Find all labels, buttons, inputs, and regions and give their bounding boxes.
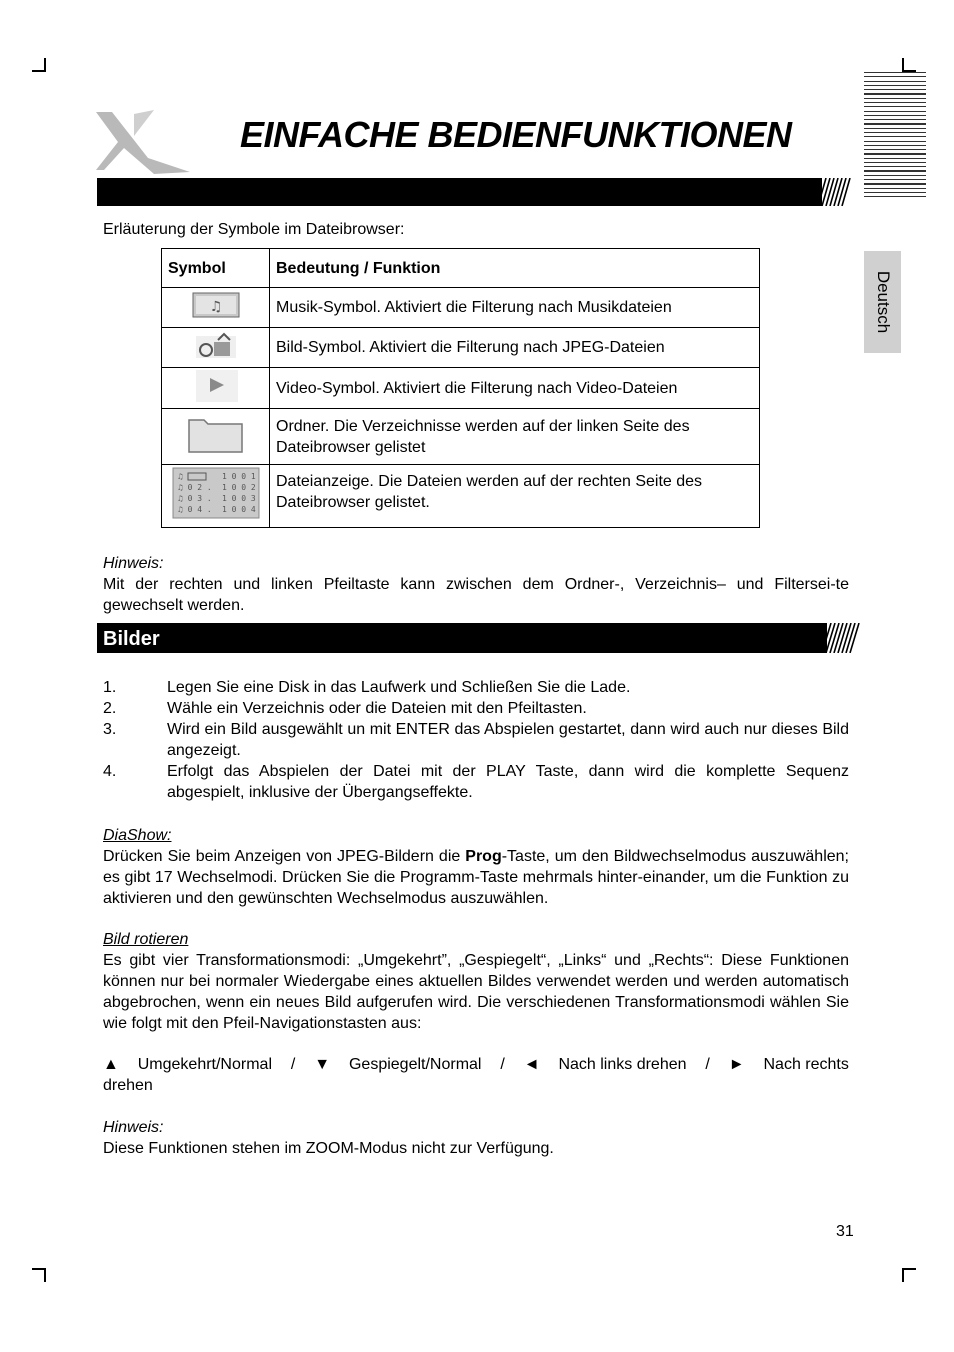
crop-mark-top-right [902,58,916,72]
list-item [103,698,849,719]
diashow-text-b: -Taste, um den Bildwechselmodus auszuwählen; es gibt 17 Wechselmodi. Drücken Sie die Programm-Taste mehrmals hinter-einander, um die Funktion zu aktivieren und den gewünschten Wechselmodus auszuwählen. [103,848,849,907]
language-tab-label: Deutsch [873,270,893,334]
table-row [162,409,760,465]
music-icon [162,288,270,328]
table-row [162,328,760,368]
rotate-arrow-line [103,1054,849,1075]
crop-mark-bottom-right [902,1268,916,1282]
separator: / [705,1056,710,1073]
list-item [103,719,849,761]
list-item [103,677,849,698]
diashow-text [103,846,849,909]
rotate-text: Es gibt vier Transformationsmodi: „Umgekehrt”, „Gespiegelt“, „Links“ und „Rechts“: Diese Funktionen können nur bei normaler Wiedergabe eines aktuellen Bildes verwendet werden und werden automatisch abgebrochen, wenn ein neues Bild aufgerufen wird. Die verschiedenen Transformationsmodi wählen Sie wie folgt mit den Pfeil-Navigationstasten aus: [103,952,849,1032]
rotate-arrow-tail: drehen [103,1077,153,1094]
arrow-down-icon: ▼ [314,1056,331,1073]
table-row [162,368,760,409]
note-text: Mit der rechten und linken Pfeiltaste kann zwischen dem Ordner-, Verzeichnis– und Filtersei-te gewechselt werden. [103,576,849,614]
svg-text:1 0 0 1: 1 0 0 1 [221,472,256,481]
symbol-table [161,248,760,528]
rotate-label: Bild rotieren [103,931,189,948]
svg-text:♫ 0 3 .: ♫ 0 3 . [177,494,212,503]
list-number: 2. [103,700,117,717]
table-row [162,465,760,528]
language-tab [864,251,901,353]
section-band-stripes [822,623,860,653]
note-label: Hinweis: [103,555,164,572]
page-number: 31 [836,1223,854,1240]
list-text: Wird ein Bild ausgewählt un mit ENTER das Abspielen gestartet, dann wird auch nur dieses Bild angezeigt. [167,721,849,759]
svg-text:1 0 0 3: 1 0 0 3 [221,494,256,503]
separator: / [290,1056,296,1073]
separator: / [500,1056,505,1073]
list-item [103,761,849,803]
prog-key-label: Prog [465,848,502,865]
list-number: 1. [103,679,117,696]
page-title: EINFACHE BEDIENFUNKTIONEN [240,114,792,155]
table-cell-text: Ordner. Die Verzeichnisse werden auf der linken Seite des Dateibrowser gelistet [270,409,760,465]
arrow-up-icon: ▲ [103,1056,119,1073]
arrow-label: Gespiegelt/Normal [348,1056,482,1073]
svg-text:♫: ♫ [177,472,183,481]
table-cell-text: Bild-Symbol. Aktiviert die Filterung nach JPEG-Dateien [270,328,760,368]
table-header-meaning: Bedeutung / Funktion [270,249,760,288]
list-text: Erfolgt das Abspielen der Datei mit der PLAY Taste, dann wird die komplette Sequenz abgespielt, inklusive der Übergangseffekte. [167,763,849,801]
list-number: 4. [103,763,117,780]
section-band [97,623,827,653]
arrow-label: Umgekehrt/Normal [137,1056,272,1073]
svg-text:♫ 0 2 .: ♫ 0 2 . [177,483,212,492]
crop-mark-bottom-left [32,1268,46,1282]
list-text: Wähle ein Verzeichnis oder die Dateien mit den Pfeiltasten. [167,700,587,717]
folder-icon [162,409,270,465]
svg-text:♫: ♫ [209,298,222,315]
video-icon [162,368,270,409]
table-cell-text: Musik-Symbol. Aktiviert die Filterung nach Musikdateien [270,288,760,328]
note-label: Hinweis: [103,1119,164,1136]
arrow-right-icon: ► [728,1056,745,1073]
x-logo-icon [94,108,194,176]
image-icon [162,328,270,368]
crop-mark-top-left [32,58,46,72]
side-decoration [864,72,926,200]
arrow-left-icon: ◄ [523,1056,540,1073]
table-row [162,288,760,328]
title-band-stripes [818,178,852,206]
intro-text: Erläuterung der Symbole im Dateibrowser: [103,221,405,238]
title-band [97,178,822,206]
list-number: 3. [103,721,117,738]
svg-text:1 0 0 2: 1 0 0 2 [221,483,256,492]
svg-text:♫ 0 4 .: ♫ 0 4 . [177,505,212,514]
table-cell-text: Video-Symbol. Aktiviert die Filterung nach Video-Dateien [270,368,760,409]
arrow-label: Nach links drehen [558,1056,687,1073]
section-title: Bilder [103,628,160,650]
diashow-text-a: Drücken Sie beim Anzeigen von JPEG-Bildern die [103,848,466,865]
table-cell-text: Dateianzeige. Die Dateien werden auf der rechten Seite des Dateibrowser gelistet. [270,465,760,528]
file-list-icon [162,465,270,528]
arrow-label: Nach rechts [763,1056,849,1073]
list-text: Legen Sie eine Disk in das Laufwerk und Schließen Sie die Lade. [167,679,631,696]
table-header-symbol: Symbol [162,249,270,288]
diashow-label: DiaShow: [103,827,172,844]
steps-list [103,677,849,803]
table-header-row [162,249,760,288]
svg-text:1 0 0 4: 1 0 0 4 [221,505,256,514]
note-text: Diese Funktionen stehen im ZOOM-Modus nicht zur Verfügung. [103,1140,554,1157]
